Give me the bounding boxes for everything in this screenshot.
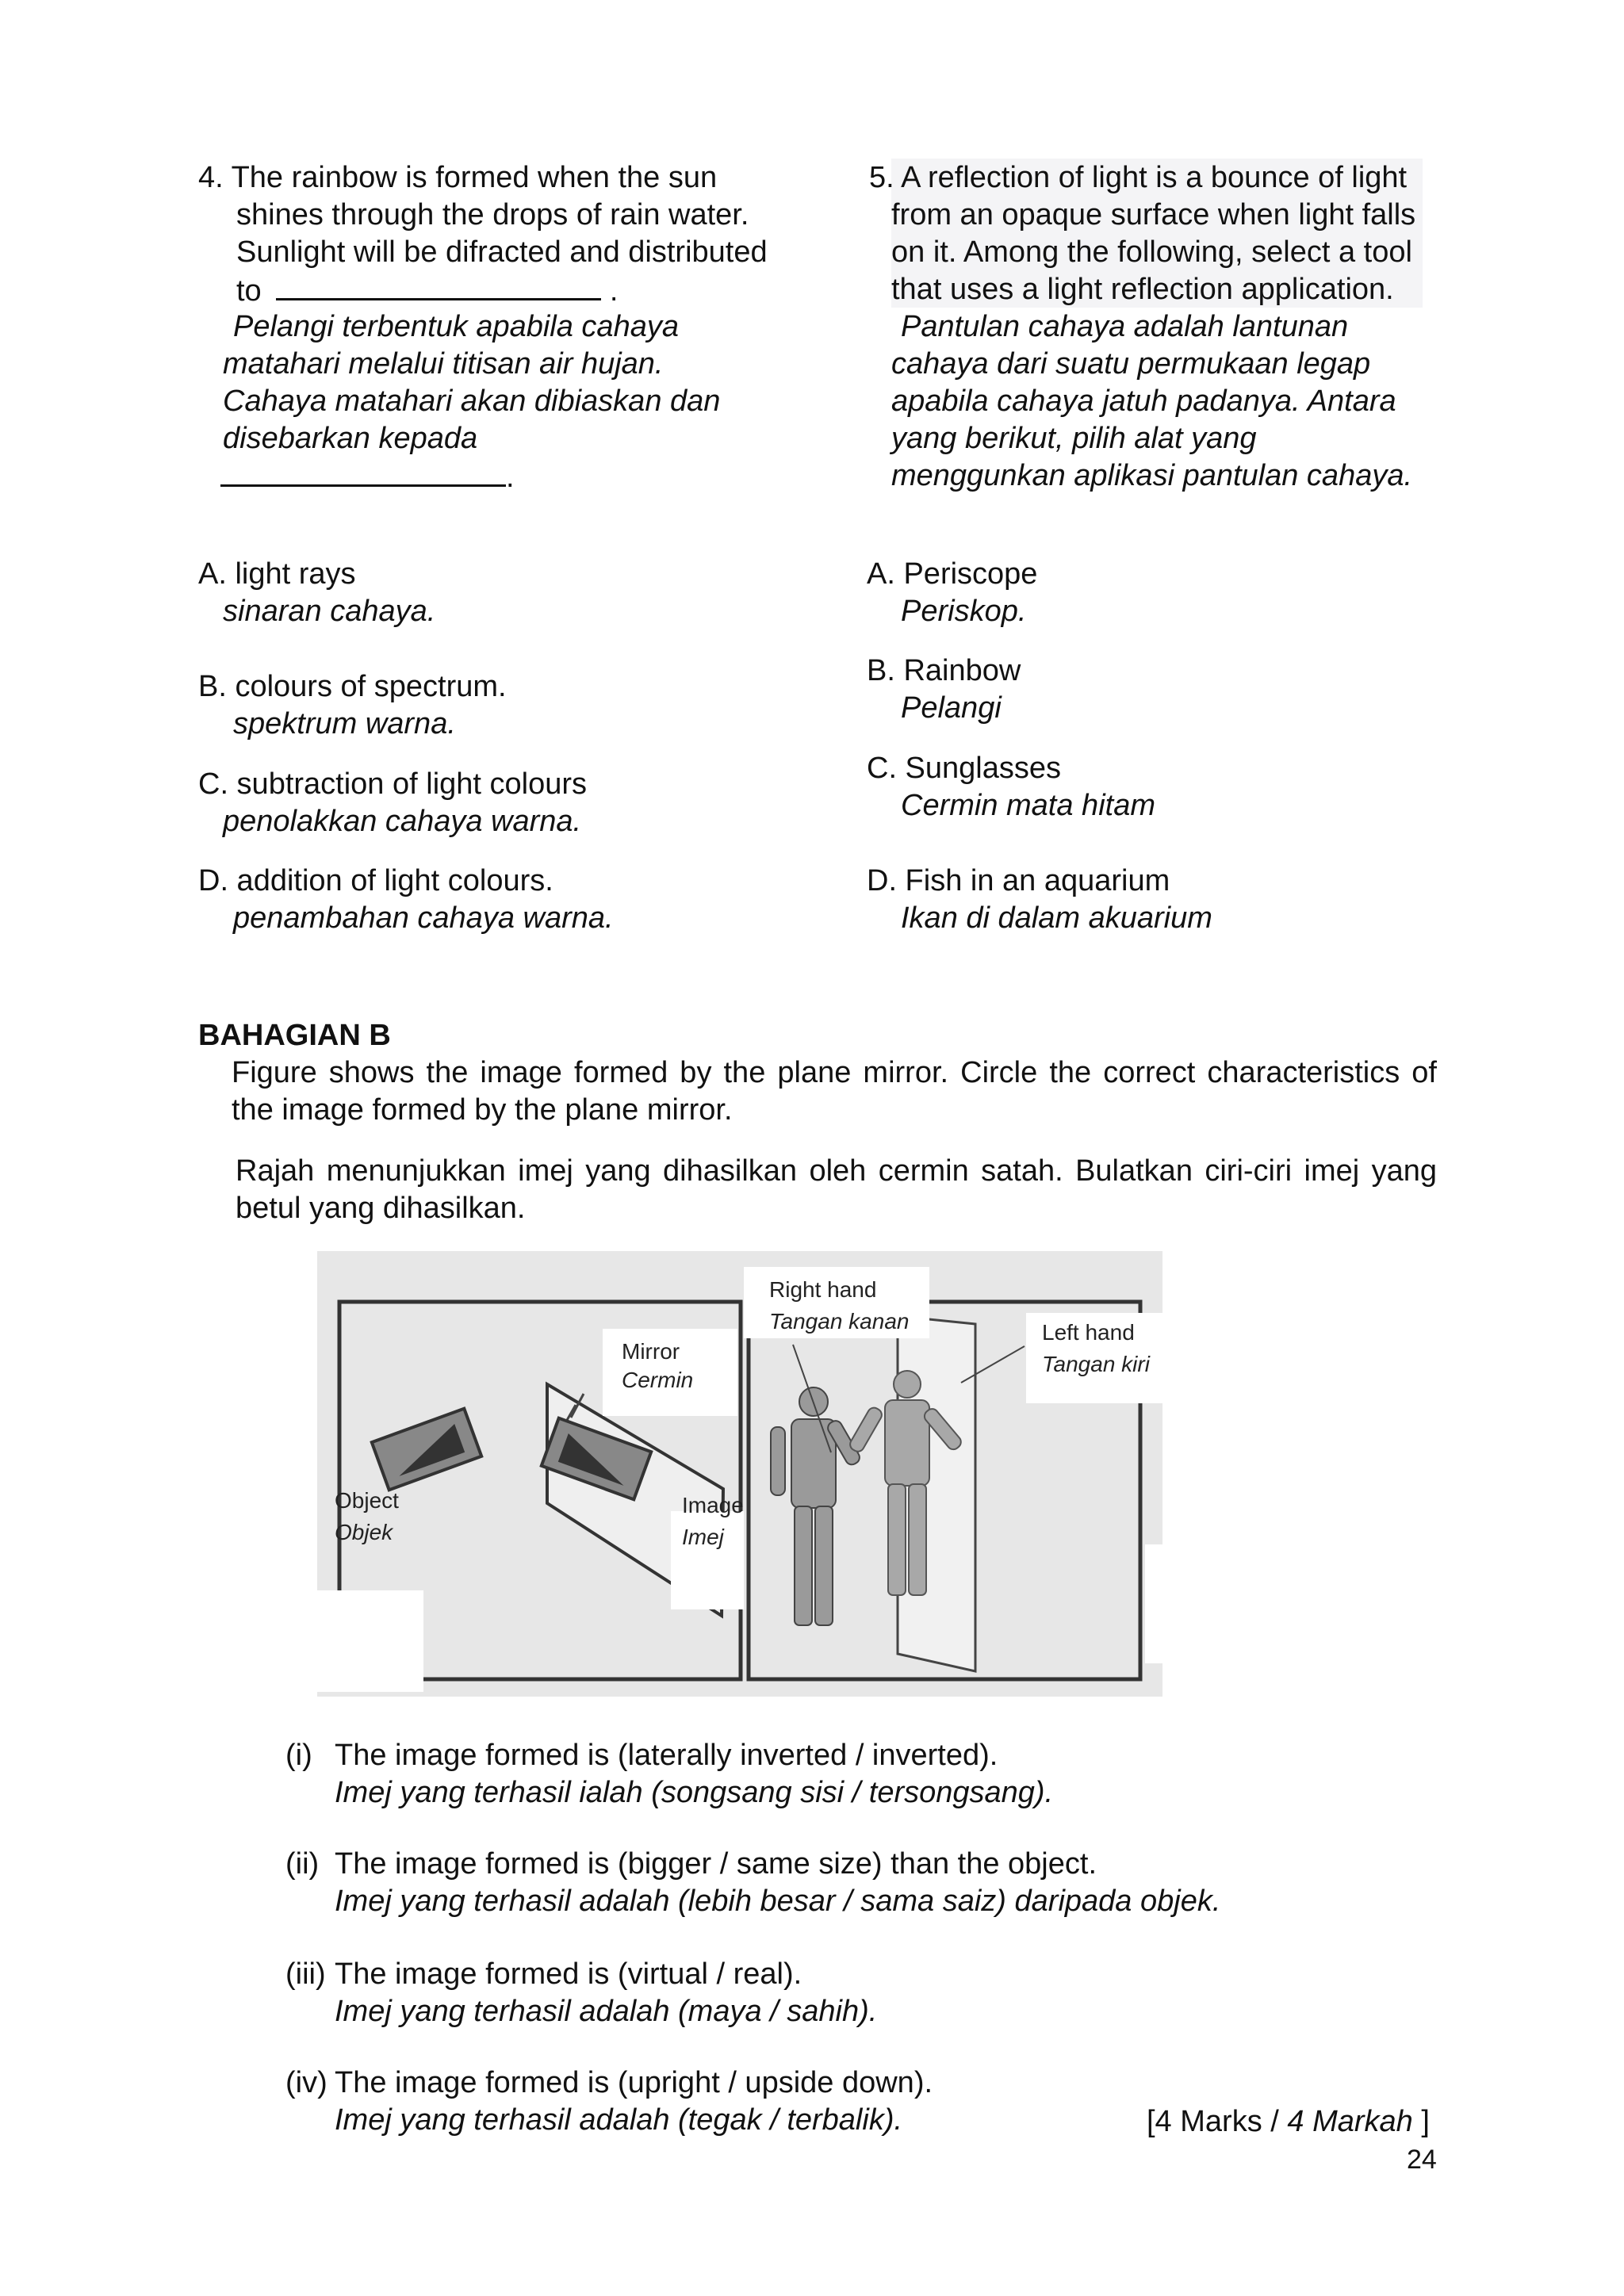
figure-object-label-ms: Objek — [335, 1520, 393, 1544]
figure-left-hand-label-ms: Tangan kiri — [1042, 1352, 1150, 1376]
q4-line-3: Sunlight will be difracted and distributed — [236, 235, 768, 269]
item-iii-ms: Imej yang terhasil adalah (maya / sahih). — [335, 1995, 878, 2028]
q4-answer-blank[interactable] — [276, 271, 601, 300]
item-iii-number: (iii) — [285, 1957, 326, 1991]
q5-option-b[interactable]: B. Rainbow — [867, 654, 1021, 687]
q4-option-d-ms: penambahan cahaya warna. — [233, 901, 614, 935]
q5-ms-line-1: Pantulan cahaya adalah lantunan — [901, 310, 1349, 343]
figure-left-hand-label: Left hand — [1042, 1320, 1135, 1345]
q5-option-a-ms: Periskop. — [901, 595, 1027, 628]
q5-line-2: from an opaque surface when light falls — [891, 198, 1416, 232]
item-iv-ms: Imej yang terhasil adalah (tegak / terbalik). — [335, 2103, 903, 2137]
q4-line-4 — [236, 271, 618, 310]
q4-ms-line-3: Cahaya matahari akan dibiaskan dan — [223, 385, 721, 418]
q5-line-1: 5. A reflection of light is a bounce of light — [869, 161, 1408, 194]
q5-option-b-ms: Pelangi — [901, 691, 1002, 725]
marks-italic: 4 Markah — [1287, 2105, 1413, 2138]
q5-line-4: that uses a light reflection application. — [891, 273, 1394, 306]
figure-image-label: Image — [682, 1493, 744, 1517]
plane-mirror-figure — [317, 1251, 1162, 1697]
q4-ms-answer-blank[interactable] — [220, 457, 506, 487]
q4-option-c[interactable]: C. subtraction of light colours — [198, 767, 588, 801]
item-i-ms: Imej yang terhasil ialah (songsang sisi / tersongsang). — [335, 1776, 1054, 1809]
q4-ms-line-1: Pelangi terbentuk apabila cahaya — [233, 310, 679, 343]
marks-suffix: ] — [1412, 2105, 1430, 2138]
figure-image-label-ms: Imej — [682, 1525, 724, 1549]
q5-line-3: on it. Among the following, select a tool — [891, 235, 1412, 269]
figure-right-hand-label-ms: Tangan kanan — [769, 1309, 910, 1334]
item-i-number: (i) — [285, 1739, 312, 1772]
figure-right-hand-label: Right hand — [769, 1277, 877, 1302]
q4-option-b[interactable]: B. colours of spectrum. — [198, 670, 507, 703]
q5-option-a[interactable]: A. Periscope — [867, 557, 1038, 591]
section-b-instruction-ms: Rajah menunjukkan imej yang dihasilkan oleh cermin satah. Bulatkan ciri-ciri imej yang betul yang dihasilkan. — [236, 1154, 1437, 1225]
q4-ms-line-4: disebarkan kepada — [223, 422, 478, 455]
q4-ms-end: . — [506, 461, 515, 494]
item-iv-en: The image formed is (upright / upside down). — [335, 2066, 933, 2099]
q5-ms-line-5: menggunkan aplikasi pantulan cahaya. — [891, 459, 1413, 492]
figure-mirror-label-ms: Cermin — [622, 1368, 694, 1392]
q4-line-4-text: to — [236, 274, 262, 308]
item-ii-ms: Imej yang terhasil adalah (lebih besar / sama saiz) daripada objek. — [335, 1885, 1221, 1918]
page-number: 24 — [1407, 2145, 1437, 2175]
q4-option-a[interactable]: A. light rays — [198, 557, 356, 591]
q4-option-b-ms: spektrum warna. — [233, 707, 456, 740]
q4-line-4-end: . — [601, 274, 619, 308]
q4-option-d[interactable]: D. addition of light colours. — [198, 864, 553, 897]
q4-option-c-ms: penolakkan cahaya warna. — [223, 805, 582, 838]
item-ii-number: (ii) — [285, 1847, 320, 1881]
q4-option-a-ms: sinaran cahaya. — [223, 595, 436, 628]
item-ii-en: The image formed is (bigger / same size) than the object. — [335, 1847, 1097, 1881]
marks-prefix: [4 Marks / — [1147, 2105, 1288, 2138]
marks-label — [1147, 2103, 1430, 2141]
item-iii-en: The image formed is (virtual / real). — [335, 1957, 802, 1991]
q5-option-d[interactable]: D. Fish in an aquarium — [867, 864, 1170, 897]
q5-ms-line-2: cahaya dari suatu permukaan legap — [891, 347, 1371, 381]
q4-line-1: 4. The rainbow is formed when the sun — [198, 161, 718, 194]
figure-object-label: Object — [335, 1488, 399, 1513]
figure-mirror-label: Mirror — [622, 1339, 680, 1364]
q4-line-2: shines through the drops of rain water. — [236, 198, 749, 232]
q4-ms-blank-line — [220, 457, 515, 496]
item-iv-number: (iv) — [285, 2066, 327, 2099]
q5-option-d-ms: Ikan di dalam akuarium — [901, 901, 1212, 935]
section-b-instruction-en: Figure shows the image formed by the plane mirror. Circle the correct characteristics of the image formed by the plane mirror. — [232, 1056, 1437, 1127]
section-b-heading: BAHAGIAN B — [198, 1019, 391, 1052]
q5-ms-line-3: apabila cahaya jatuh padanya. Antara — [891, 385, 1396, 418]
q5-option-c-ms: Cermin mata hitam — [901, 789, 1155, 822]
q5-option-c[interactable]: C. Sunglasses — [867, 752, 1062, 785]
q4-ms-line-2: matahari melalui titisan air hujan. — [223, 347, 664, 381]
q5-ms-line-4: yang berikut, pilih alat yang — [891, 422, 1257, 455]
item-i-en: The image formed is (laterally inverted / inverted). — [335, 1739, 998, 1772]
